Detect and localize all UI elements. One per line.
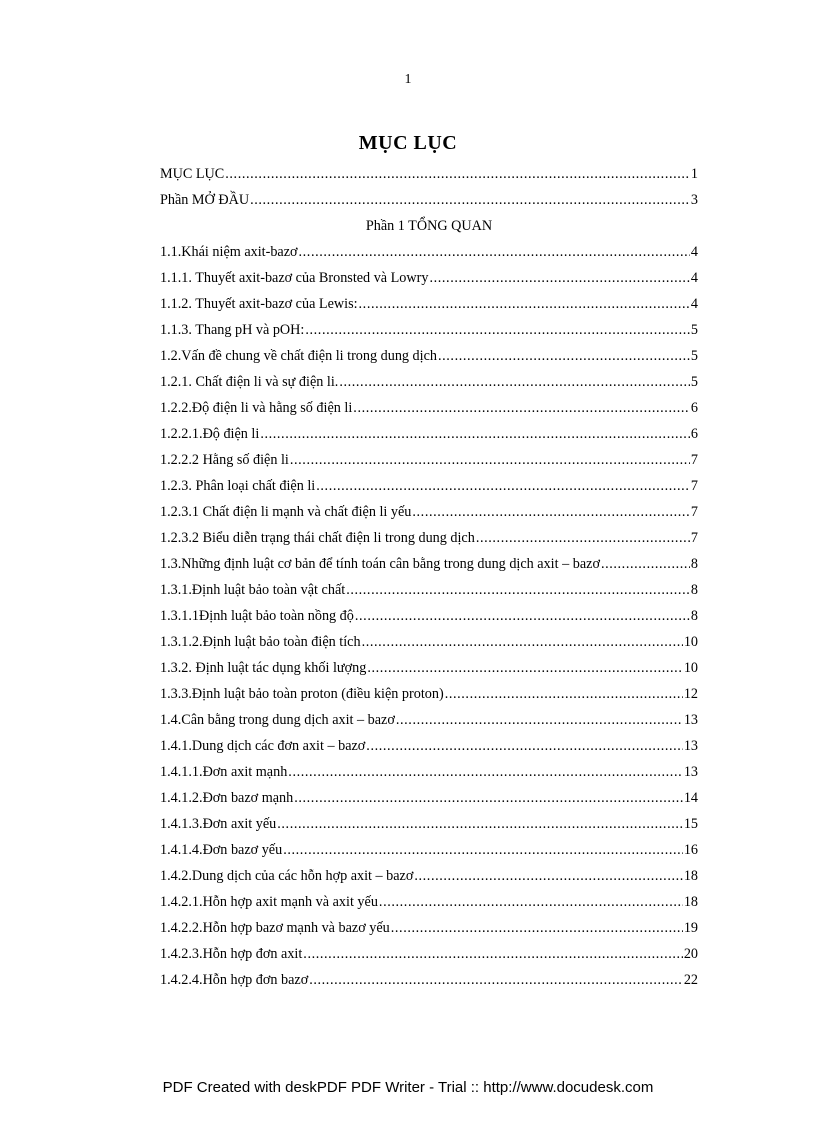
toc-entry-page: 19 (683, 920, 698, 936)
toc-entry[interactable] (160, 788, 698, 814)
toc-leader-dots (379, 892, 683, 912)
toc-entry[interactable] (160, 242, 698, 268)
toc-entry[interactable] (160, 268, 698, 294)
toc-entry-label: 1.4.2.2.Hỗn hợp bazơ mạnh và bazơ yếu (160, 920, 390, 936)
toc-entry-page: 18 (683, 868, 698, 884)
toc-entry-page: 4 (690, 270, 698, 286)
toc-entry[interactable] (160, 554, 698, 580)
toc-leader-dots (362, 632, 683, 652)
toc-entry-label: 1.1.Khái niệm axit-bazơ (160, 244, 298, 260)
toc-leader-dots (299, 242, 690, 262)
toc-entry-label: 1.1.3. Thang pH và pOH: (160, 322, 305, 338)
toc-entry[interactable] (160, 450, 698, 476)
toc-entry-label: 1.3.3.Định luật bảo toàn proton (điều kiện proton) (160, 686, 444, 702)
toc-entry-page: 22 (683, 972, 698, 988)
toc-leader-dots (290, 450, 690, 470)
toc-leader-dots (339, 372, 690, 392)
toc-entry-label: 1.2.3.1 Chất điện li mạnh và chất điện li yếu (160, 504, 412, 520)
toc-leader-dots (414, 866, 682, 886)
toc-entry[interactable] (160, 970, 698, 996)
toc-entry-page: 13 (683, 712, 698, 728)
toc-entry-label: 1.2.2.2 Hằng số điện li (160, 452, 289, 468)
toc-entry-label: 1.4.1.3.Đơn axit yếu (160, 816, 277, 832)
toc-entry-page: 5 (690, 348, 698, 364)
toc-leader-dots (476, 528, 690, 548)
toc-entry-page: 7 (690, 504, 698, 520)
toc-entry[interactable] (160, 372, 698, 398)
toc-leader-dots (294, 788, 683, 808)
toc-leader-dots (316, 476, 690, 496)
toc-entry-page: 7 (690, 452, 698, 468)
toc-entry-label: 1.4.1.Dung dịch các đơn axit – bazơ (160, 738, 366, 754)
toc-entry[interactable] (160, 658, 698, 684)
toc-leader-dots (355, 606, 690, 626)
toc-leader-dots (260, 424, 690, 444)
toc-leader-dots (445, 684, 683, 704)
toc-entry-label: 1.3.1.Định luật bảo toàn vật chất (160, 582, 346, 598)
toc-entry-label: 1.1.1. Thuyết axit-bazơ của Bronsted và Lowry (160, 270, 429, 286)
toc-entry[interactable] (160, 346, 698, 372)
toc-entry-page: 8 (690, 556, 698, 572)
toc-leader-dots (353, 398, 690, 418)
toc-entry[interactable] (160, 502, 698, 528)
toc-leader-dots (346, 580, 690, 600)
toc-entry-phan-mo-dau[interactable] (160, 190, 698, 216)
toc-entry-page: 13 (683, 764, 698, 780)
toc-entry-page: 7 (690, 478, 698, 494)
toc-entry[interactable] (160, 892, 698, 918)
toc-title: MỤC LỤC (358, 132, 458, 154)
toc-leader-dots (366, 736, 683, 756)
table-of-contents (160, 164, 698, 996)
toc-entry-page: 7 (690, 530, 698, 546)
toc-entry-page: 6 (690, 400, 698, 416)
toc-entry[interactable] (160, 398, 698, 424)
toc-entry-page: 6 (690, 426, 698, 442)
toc-entry[interactable] (160, 320, 698, 346)
toc-part-heading[interactable] (160, 216, 698, 242)
toc-entry-page: 8 (690, 608, 698, 624)
toc-part-heading-label: Phần 1 TỔNG QUAN (365, 218, 493, 234)
toc-entry-label: 1.2.3.2 Biểu diễn trạng thái chất điện li trong dung dịch (160, 530, 475, 546)
toc-entry[interactable] (160, 632, 698, 658)
toc-entry[interactable] (160, 424, 698, 450)
toc-entry-page: 10 (683, 660, 698, 676)
toc-entry[interactable] (160, 710, 698, 736)
toc-entry-label: 1.2.2.Độ điện li và hằng số điện li (160, 400, 353, 416)
toc-leader-dots (250, 190, 690, 210)
toc-entry[interactable] (160, 294, 698, 320)
toc-entry-page: 3 (690, 192, 698, 208)
toc-entry-page: 1 (690, 166, 698, 182)
toc-entry-label: 1.4.2.3.Hỗn hợp đơn axit (160, 946, 303, 962)
toc-leader-dots (225, 164, 690, 184)
toc-leader-dots (288, 762, 683, 782)
toc-entry-page: 20 (683, 946, 698, 962)
toc-entry-page: 15 (683, 816, 698, 832)
toc-entry[interactable] (160, 762, 698, 788)
toc-entry-page: 16 (683, 842, 698, 858)
toc-entry-label: MỤC LỤC (160, 166, 225, 182)
toc-entry-page: 8 (690, 582, 698, 598)
toc-leader-dots (283, 840, 683, 860)
toc-entry[interactable] (160, 736, 698, 762)
toc-leader-dots (396, 710, 683, 730)
toc-leader-dots (305, 320, 690, 340)
toc-entry-label: 1.1.2. Thuyết axit-bazơ của Lewis: (160, 296, 358, 312)
toc-entry-page: 13 (683, 738, 698, 754)
toc-entry-label: 1.4.2.1.Hỗn hợp axit mạnh và axit yếu (160, 894, 378, 910)
toc-entry-label: 1.3.1.1Định luật bảo toàn nồng độ (160, 608, 354, 624)
toc-entry-label: 1.3.Những định luật cơ bản để tính toán cân bằng trong dung dịch axit – bazơ (160, 556, 600, 572)
page-number: 1 (404, 72, 412, 87)
toc-entry-label: 1.4.1.4.Đơn bazơ yếu (160, 842, 283, 858)
toc-entry-label: 1.2.2.1.Độ điện li (160, 426, 260, 442)
toc-entry-page: 4 (690, 296, 698, 312)
toc-entry-label: 1.2.1. Chất điện li và sự điện li. (160, 374, 339, 390)
toc-entry-label: 1.2.Vấn đề chung về chất điện li trong dung dịch (160, 348, 437, 364)
toc-leader-dots (438, 346, 690, 366)
toc-leader-dots (391, 918, 683, 938)
toc-entry[interactable] (160, 476, 698, 502)
toc-entry-label: 1.4.2.Dung dịch của các hỗn hợp axit – bazơ (160, 868, 414, 884)
toc-entry-label: 1.3.1.2.Định luật bảo toàn điện tích (160, 634, 361, 650)
pdf-writer-footer: PDF Created with deskPDF PDF Writer - Trial :: http://www.docudesk.com (162, 1079, 654, 1096)
toc-entry[interactable] (160, 918, 698, 944)
toc-leader-dots (303, 944, 683, 964)
toc-entry[interactable] (160, 528, 698, 554)
toc-entry-label: 1.4.Cân bằng trong dung dịch axit – bazơ (160, 712, 395, 728)
toc-entry[interactable] (160, 580, 698, 606)
toc-entry[interactable] (160, 840, 698, 866)
toc-entry[interactable] (160, 866, 698, 892)
toc-entry-label: 1.3.2. Định luật tác dụng khối lượng (160, 660, 367, 676)
toc-entry-page: 12 (683, 686, 698, 702)
toc-entry-muc-luc[interactable] (160, 164, 698, 190)
toc-entry[interactable] (160, 944, 698, 970)
toc-entry-label: Phần MỞ ĐẦU (160, 192, 250, 208)
toc-leader-dots (412, 502, 690, 522)
toc-entry[interactable] (160, 606, 698, 632)
toc-entry-page: 14 (683, 790, 698, 806)
toc-entry-page: 5 (690, 322, 698, 338)
toc-entry[interactable] (160, 684, 698, 710)
toc-entry-page: 10 (683, 634, 698, 650)
toc-leader-dots (277, 814, 683, 834)
toc-entry[interactable] (160, 814, 698, 840)
toc-leader-dots (359, 294, 690, 314)
toc-entry-page: 18 (683, 894, 698, 910)
toc-entry-page: 4 (690, 244, 698, 260)
toc-leader-dots (309, 970, 683, 990)
toc-entry-label: 1.4.1.1.Đơn axit mạnh (160, 764, 288, 780)
toc-entry-label: 1.4.2.4.Hỗn hợp đơn bazơ (160, 972, 309, 988)
toc-entry-label: 1.2.3. Phân loại chất điện li (160, 478, 316, 494)
toc-leader-dots (367, 658, 683, 678)
toc-entry-page: 5 (690, 374, 698, 390)
toc-leader-dots (429, 268, 689, 288)
toc-leader-dots (601, 554, 690, 574)
toc-entry-label: 1.4.1.2.Đơn bazơ mạnh (160, 790, 294, 806)
